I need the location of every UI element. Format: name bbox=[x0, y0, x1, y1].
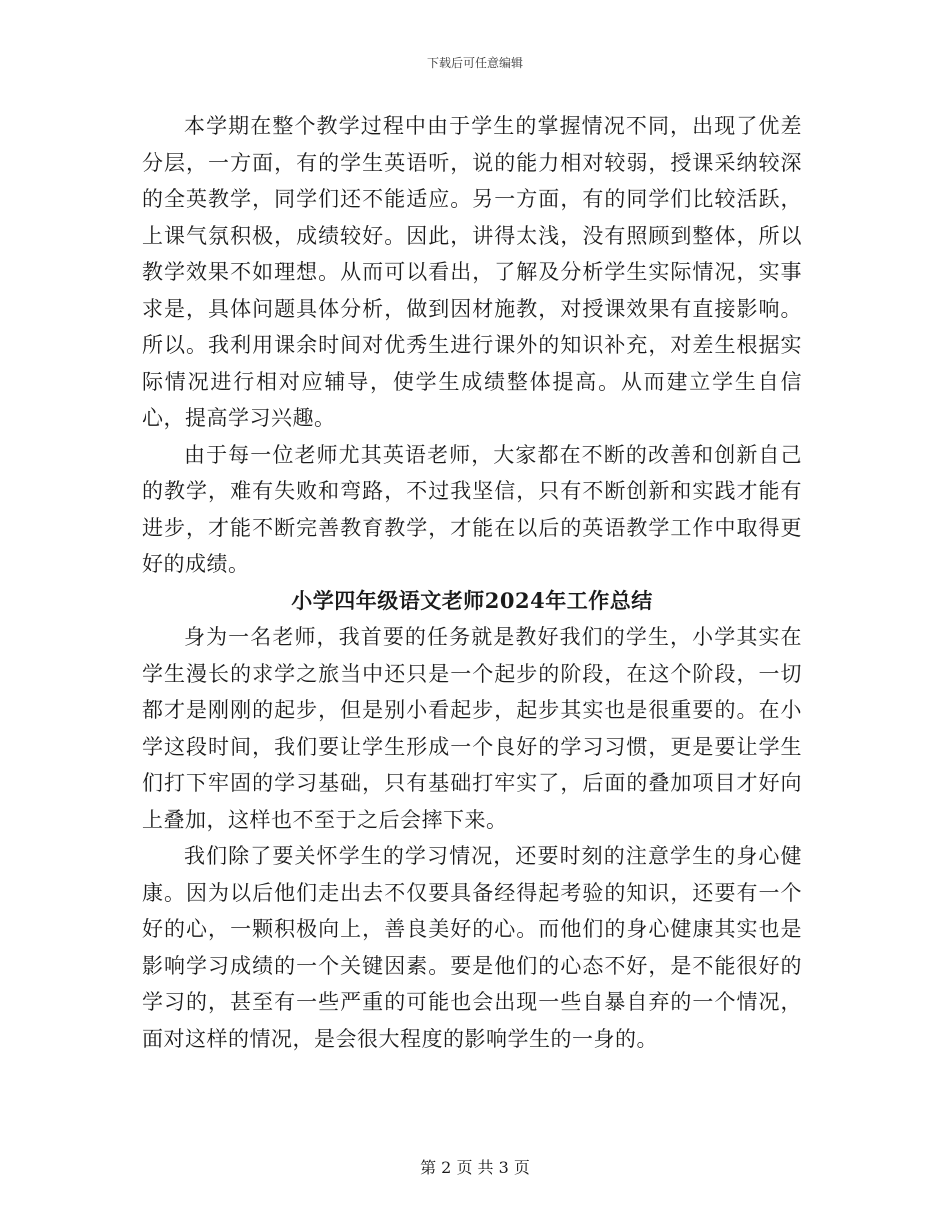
paragraph-3: 身为一名老师，我首要的任务就是教好我们的学生，小学其实在学生漫长的求学之旅当中还只是一个起步的阶段，在这个阶段，一切都才是刚刚的起步，但是别小看起步，起步其实也是很重要的。在小学这段时间，我们要让学生形成一个良好的学习习惯，更是要让学生们打下牢固的学习基础，只有基础打牢实了，后面的叠加项目才好向上叠加，这样也不至于之后会摔下来。 bbox=[142, 625, 802, 832]
document-body bbox=[142, 108, 802, 1057]
paragraph-2: 由于每一位老师尤其英语老师，大家都在不断的改善和创新自己的教学，难有失败和弯路，不过我坚信，只有不断创新和实践才能有进步，才能不断完善教育教学，才能在以后的英语教学工作中取得更好的成绩。 bbox=[142, 442, 802, 576]
paragraph-1: 本学期在整个教学过程中由于学生的掌握情况不同，出现了优差分层，一方面，有的学生英语听，说的能力相对较弱，授课采纳较深的全英教学，同学们还不能适应。另一方面，有的同学们比较活跃，上课气氛积极，成绩较好。因此，讲得太浅，没有照顾到整体，所以教学效果不如理想。从而可以看出，了解及分析学生实际情况，实事求是，具体问题具体分析，做到因材施教，对授课效果有直接影响。所以。我利用课余时间对优秀生进行课外的知识补充，对差生根据实际情况进行相对应辅导，使学生成绩整体提高。从而建立学生自信心，提高学习兴趣。 bbox=[142, 114, 802, 430]
page-header: 下载后可任意编辑 bbox=[426, 56, 523, 70]
page-number: 第 2 页 共 3 页 bbox=[420, 1158, 530, 1177]
paragraph-4: 我们除了要关怀学生的学习情况，还要时刻的注意学生的身心健康。因为以后他们走出去不仅要具备经得起考验的知识，还要有一个好的心，一颗积极向上，善良美好的心。而他们的身心健康其实也是影响学习成绩的一个关键因素。要是他们的心态不好，是不能很好的学习的，甚至有一些严重的可能也会出现一些自暴自弃的一个情况，面对这样的情况，是会很大程度的影响学生的一身的。 bbox=[142, 844, 802, 1051]
section-title: 小学四年级语文老师2024年工作总结 bbox=[291, 587, 653, 613]
